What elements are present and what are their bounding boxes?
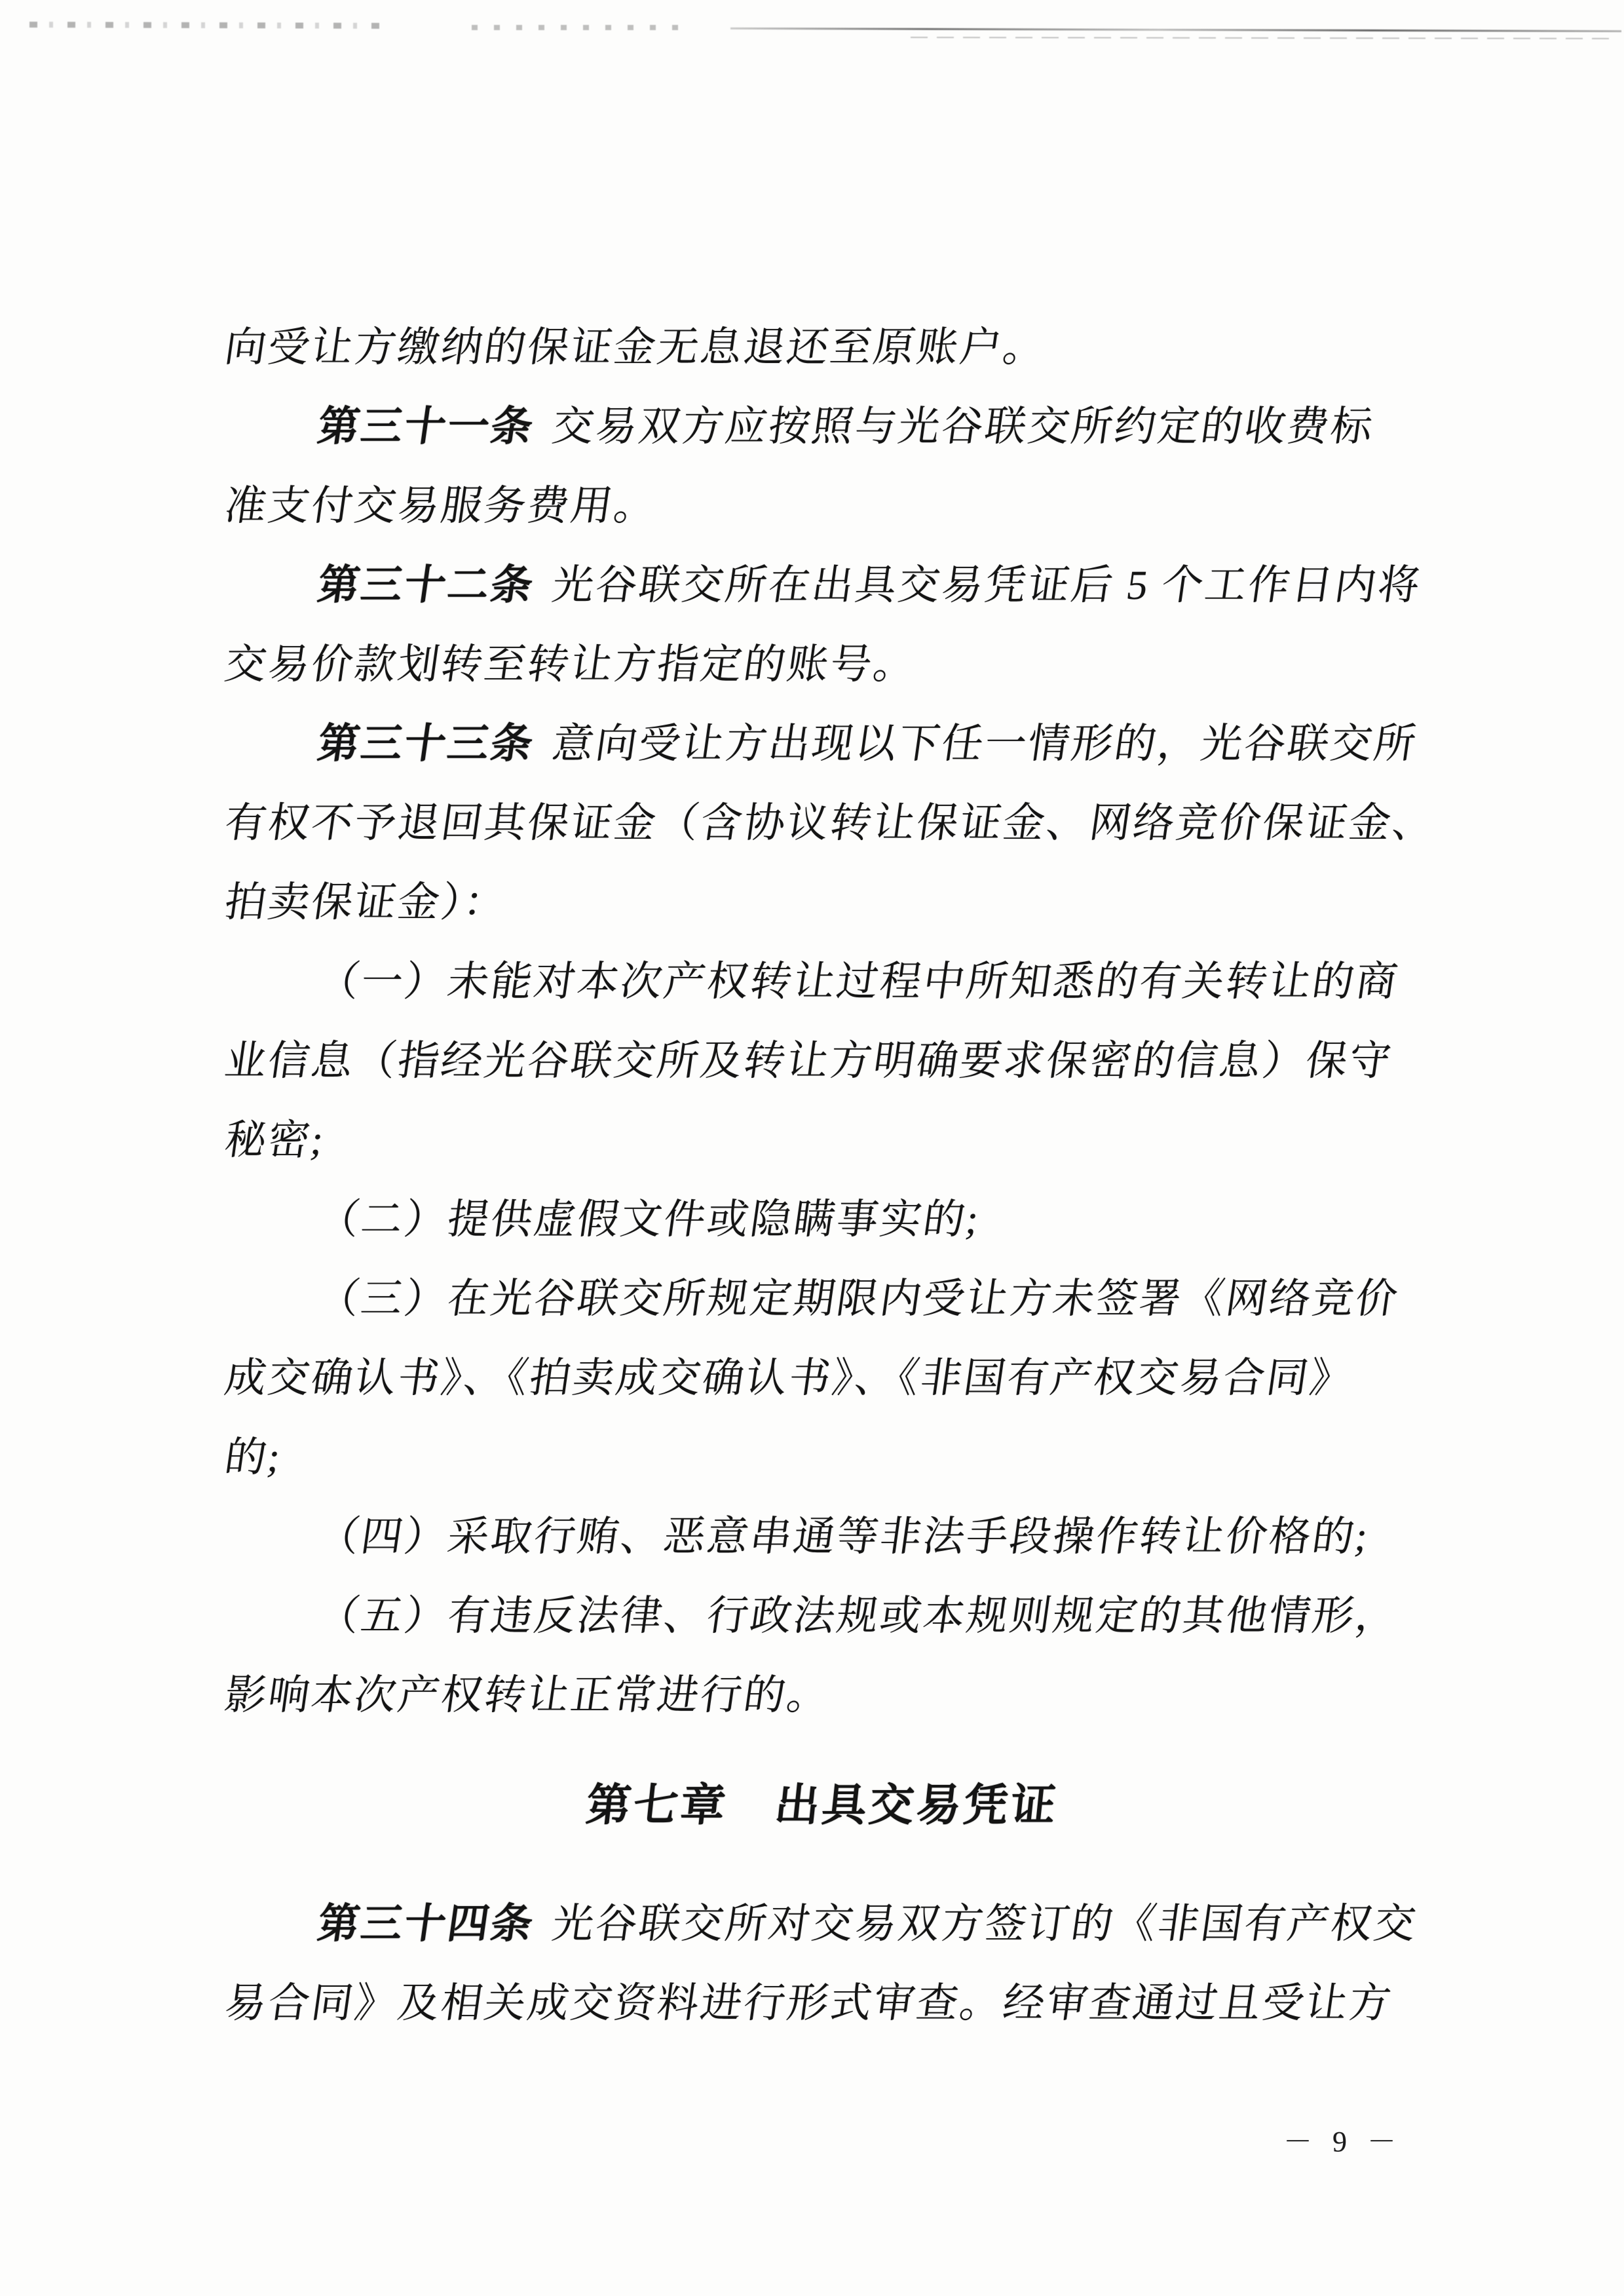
line-text: 向受让方缴纳的保证金无息退还至原账户。 xyxy=(221,324,1050,370)
line-text: （三）在光谷联交所规定期限内受让方未签署《网络竞价 xyxy=(314,1276,1403,1322)
article-number: 第三十四条 xyxy=(314,1901,538,1947)
list-item-line xyxy=(219,1259,1436,1339)
line-text: 意向受让方出现以下任一情形的，光谷联交所 xyxy=(549,721,1421,767)
line-text: 光谷联交所对交易双方签订的《非国有产权交 xyxy=(549,1901,1421,1947)
document-body xyxy=(219,308,1439,2043)
paragraph-line xyxy=(219,1656,1436,1735)
line-text: （四）采取行贿、恶意串通等非法手段操作转让价格的; xyxy=(314,1514,1373,1559)
scan-noise-artifact xyxy=(472,25,688,30)
line-text: 的; xyxy=(221,1434,286,1480)
paragraph-line xyxy=(219,1964,1436,2043)
paragraph-line xyxy=(219,704,1436,784)
line-text: （一）未能对本次产权转让过程中所知悉的有关转让的商 xyxy=(314,959,1403,1004)
list-item-line xyxy=(219,1180,1436,1259)
paragraph-line xyxy=(219,308,1436,387)
line-text: 准支付交易服务费用。 xyxy=(221,483,661,529)
paragraph-line xyxy=(219,1022,1436,1101)
paragraph-line xyxy=(219,1885,1436,1964)
line-text: 拍卖保证金）： xyxy=(221,879,510,925)
line-text: 成交确认书》、《拍卖成交确认书》、《非国有产权交易合同》 xyxy=(221,1355,1357,1401)
paragraph-line xyxy=(219,467,1436,546)
article-number: 第三十三条 xyxy=(314,721,538,767)
page-number: － 9 － xyxy=(1283,2126,1403,2158)
paragraph-line xyxy=(219,1101,1436,1180)
paragraph-line xyxy=(219,1418,1436,1497)
article-number: 第三十一条 xyxy=(314,404,538,450)
line-text: （五）有违反法律、行政法规或本规则规定的其他情形， xyxy=(314,1593,1403,1639)
line-text: 影响本次产权转让正常进行的。 xyxy=(221,1672,834,1718)
paragraph-line xyxy=(219,784,1439,863)
line-text: 交易双方应按照与光谷联交所约定的收费标 xyxy=(549,404,1378,450)
scan-noise-artifact xyxy=(730,28,1621,32)
paragraph-line xyxy=(219,1339,1436,1418)
paragraph-line xyxy=(219,546,1436,625)
line-text: 业信息（指经光谷联交所及转让方明确要求保密的信息）保守 xyxy=(221,1038,1396,1084)
line-text: 有权不予退回其保证金（含协议转让保证金、网络竞价保证金、 xyxy=(221,800,1439,846)
paragraph-line xyxy=(219,387,1436,467)
line-text: 易合同》及相关成交资料进行形式审查。经审查通过且受让方 xyxy=(221,1980,1396,2026)
paragraph-line xyxy=(219,625,1436,704)
list-item-line xyxy=(219,1497,1436,1577)
line-text: 秘密; xyxy=(221,1117,329,1163)
paragraph-line xyxy=(219,863,1436,942)
line-text: 光谷联交所在出具交易凭证后 5 个工作日内将 xyxy=(549,562,1425,608)
scan-noise-artifact xyxy=(29,22,383,29)
list-item-line xyxy=(219,1577,1436,1656)
article-number: 第三十二条 xyxy=(314,562,538,608)
line-text: 交易价款划转至转让方指定的账号。 xyxy=(221,641,920,687)
chapter-heading: 第七章 出具交易凭证 xyxy=(583,1780,1061,1830)
line-text: （二）提供虚假文件或隐瞒事实的; xyxy=(314,1196,984,1242)
list-item-line xyxy=(219,942,1436,1022)
scan-noise-artifact xyxy=(911,37,1618,39)
